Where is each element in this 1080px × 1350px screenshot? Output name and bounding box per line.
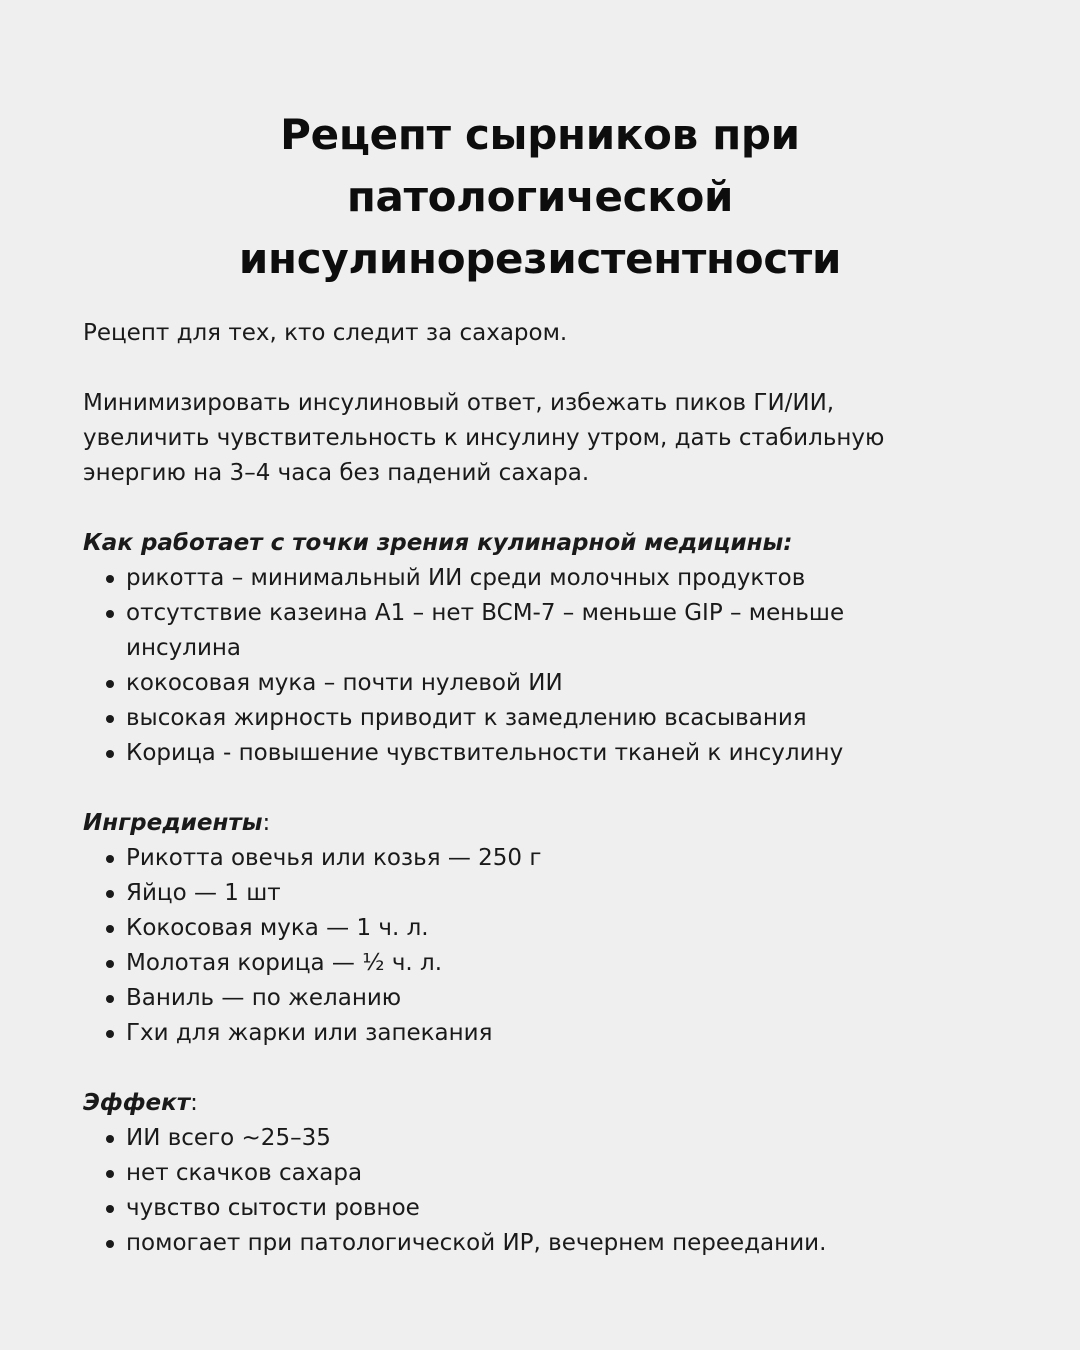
goal-line-1: Минимизировать инсулиновый ответ, избежать пиков ГИ/ИИ, bbox=[83, 390, 835, 416]
list-item bbox=[83, 1226, 983, 1261]
list-item-text: высокая жирность приводит к замедлению всасывания bbox=[126, 705, 807, 731]
list-item bbox=[83, 596, 983, 666]
list-item-text: помогает при патологической ИР, вечернем переедании. bbox=[126, 1230, 827, 1256]
list-item bbox=[83, 666, 983, 701]
ingredients-list bbox=[83, 841, 983, 1051]
page-title bbox=[120, 104, 960, 290]
list-item-text: нет скачков сахара bbox=[126, 1160, 363, 1186]
list-item bbox=[83, 946, 983, 981]
list-item-text: Кокосовая мука — 1 ч. л. bbox=[126, 915, 429, 941]
list-item bbox=[83, 701, 983, 736]
ingredients-heading bbox=[83, 806, 983, 841]
ingredients-heading-text: Ингредиенты bbox=[83, 810, 263, 836]
list-item-text: Гхи для жарки или запекания bbox=[126, 1020, 493, 1046]
title-line-3: инсулинорезистентности bbox=[238, 234, 842, 283]
recipe-content bbox=[83, 316, 983, 1261]
spacer bbox=[83, 351, 983, 386]
list-item-text: кокосовая мука – почти нулевой ИИ bbox=[126, 670, 563, 696]
list-item-text: Молотая корица — ½ ч. л. bbox=[126, 950, 443, 976]
spacer bbox=[83, 1051, 983, 1086]
list-item bbox=[83, 1121, 983, 1156]
ingredients-heading-colon: : bbox=[262, 810, 271, 836]
effect-heading-colon: : bbox=[190, 1090, 198, 1116]
how-it-works-heading-text: Как работает с точки зрения кулинарной медицины: bbox=[83, 530, 793, 556]
how-it-works-heading bbox=[83, 526, 983, 561]
list-item-text: Рикотта овечья или козья — 250 г bbox=[126, 845, 542, 871]
list-item bbox=[83, 1156, 983, 1191]
spacer bbox=[83, 771, 983, 806]
list-item bbox=[83, 1016, 983, 1051]
list-item-text-continued: инсулина bbox=[126, 635, 242, 661]
list-item bbox=[83, 736, 983, 771]
list-item bbox=[83, 561, 983, 596]
spacer bbox=[83, 491, 983, 526]
list-item-text: Ваниль — по желанию bbox=[126, 985, 402, 1011]
list-item-text: ИИ всего ~25–35 bbox=[126, 1125, 331, 1151]
list-item-text: отсутствие казеина А1 – нет BCM-7 – меньше GIP – меньше bbox=[126, 600, 845, 626]
list-item bbox=[83, 876, 983, 911]
list-item-text: рикотта – минимальный ИИ среди молочных продуктов bbox=[126, 565, 806, 591]
effect-heading bbox=[83, 1086, 983, 1121]
goal-line-3: энергию на 3–4 часа без падений сахара. bbox=[83, 460, 590, 486]
goal-paragraph bbox=[83, 386, 983, 491]
how-it-works-list bbox=[83, 561, 983, 771]
list-item-text: Корица - повышение чувствительности тканей к инсулину bbox=[126, 740, 844, 766]
goal-line-2: увеличить чувствительность к инсулину утром, дать стабильную bbox=[83, 425, 885, 451]
title-line-1: Рецепт сырников при bbox=[280, 110, 800, 159]
list-item bbox=[83, 841, 983, 876]
effect-list bbox=[83, 1121, 983, 1261]
list-item bbox=[83, 981, 983, 1016]
list-item-text: чувство сытости ровное bbox=[126, 1195, 420, 1221]
list-item bbox=[83, 911, 983, 946]
title-line-2: патологической bbox=[346, 172, 734, 221]
list-item bbox=[83, 1191, 983, 1226]
intro-text: Рецепт для тех, кто следит за сахаром. bbox=[83, 320, 568, 346]
list-item-text: Яйцо — 1 шт bbox=[126, 880, 281, 906]
effect-heading-text: Эффект bbox=[83, 1090, 191, 1116]
